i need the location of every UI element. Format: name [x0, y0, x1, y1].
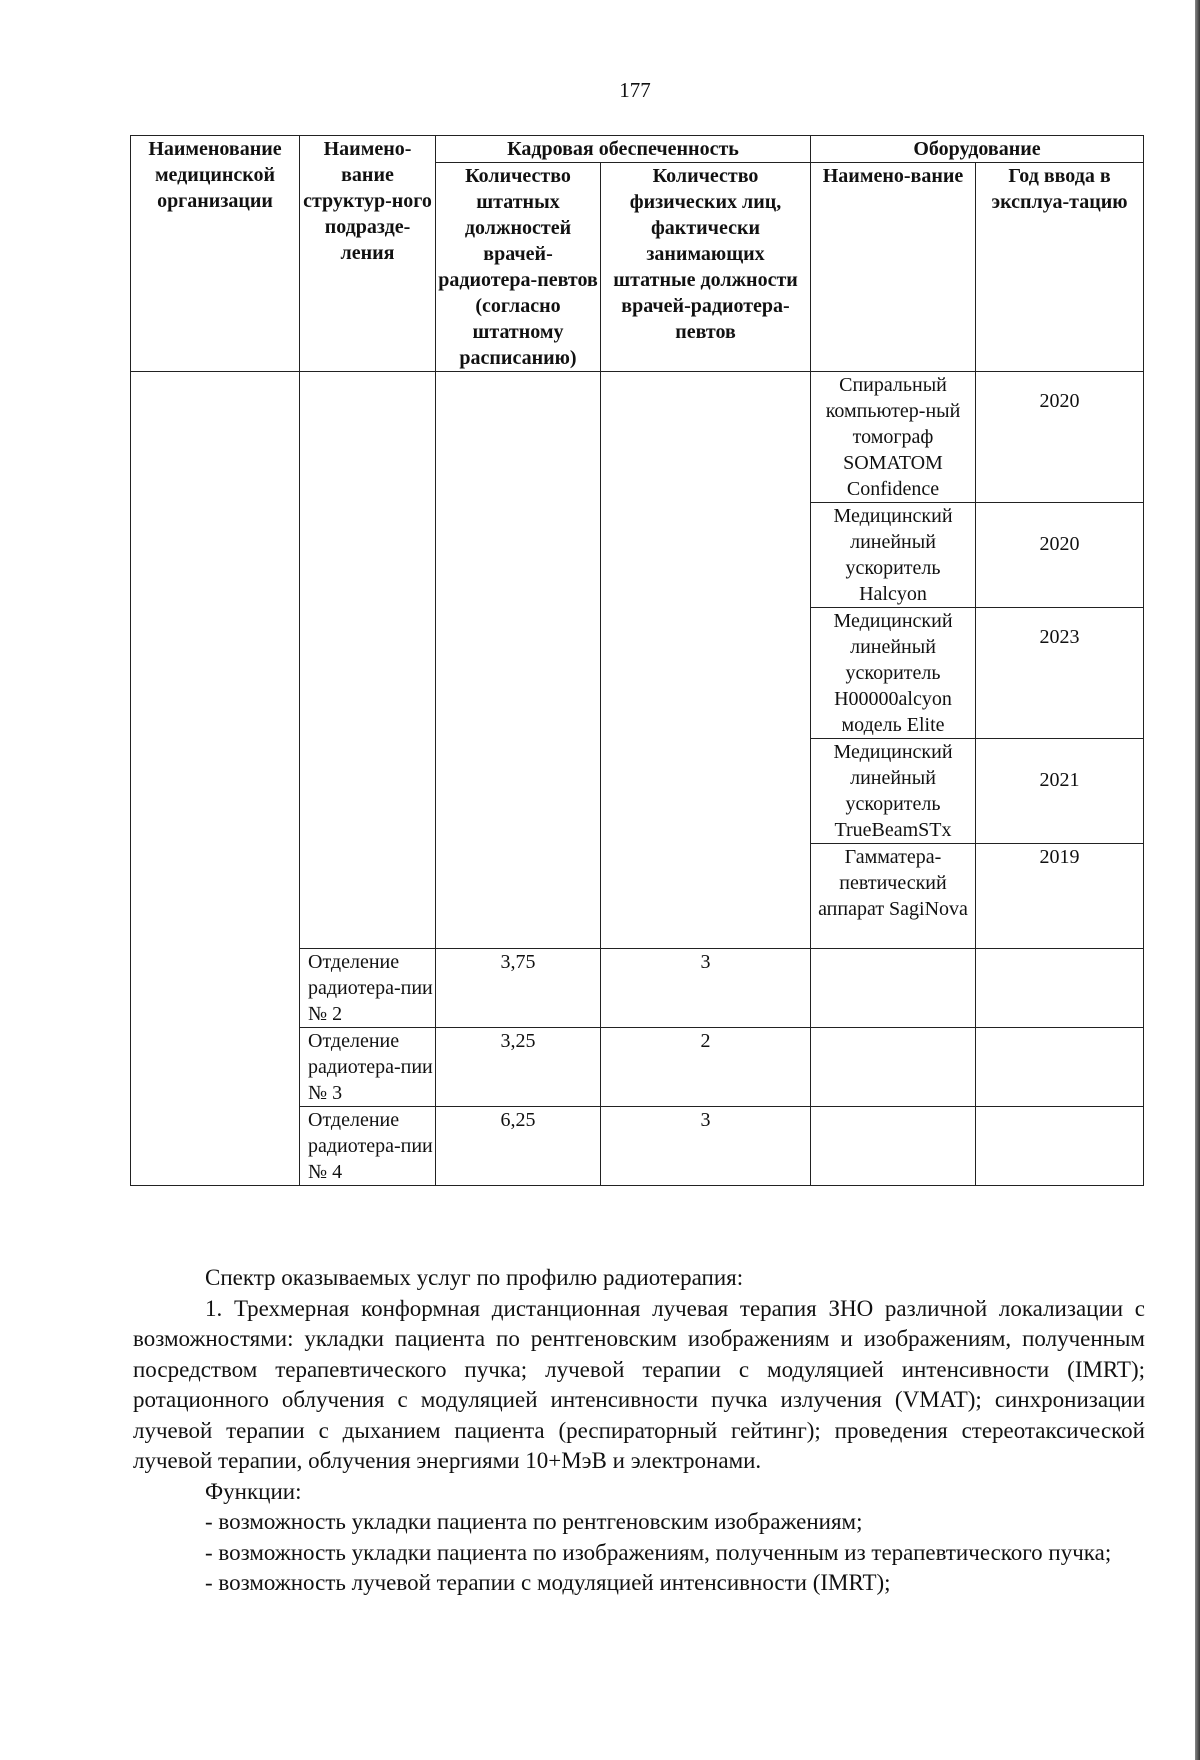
page-number: 177 [619, 78, 651, 102]
equipment-name-cell: Медицинский линейный ускоритель TrueBeamSTx [811, 739, 976, 844]
department-positions-cell: 3,75 [436, 949, 601, 1028]
equipment-year-cell: 2019 [976, 844, 1144, 949]
equipment-name-cell: Медицинский линейный ускоритель Halcyon [811, 503, 976, 608]
header-row-1 [131, 136, 1144, 163]
equipment-year-cell: 2021 [976, 739, 1144, 844]
department-persons-cell: 3 [601, 949, 811, 1028]
equipment-name-cell [811, 1028, 976, 1107]
services-item-1: 1. Трехмерная конформная дистанционная лучевая терапия ЗНО различной локализации с возможностями: укладки пациента по рентгеновским изображениям и изображениям, полученным посредством терапевтического пучка; лучевой терапии с модуляцией интенсивности (IMRT); ротационного облучения с модуляцией интенсивности пучка излучения (VMAT); синхронизации лучевой терапии с дыханием пациента (респираторный гейтинг); проведения стереотаксической лучевой терапии, облучения энергиями 10+МэВ и электронами. [133, 1295, 1145, 1473]
unit-name-cell [300, 372, 436, 949]
header-equipment-name: Наимено-вание [811, 163, 976, 372]
body-text [133, 1263, 1145, 1599]
department-positions-cell: 6,25 [436, 1107, 601, 1186]
function-item: - возможность лучевой терапии с модуляцией интенсивности (IMRT); [205, 1570, 891, 1595]
equipment-name-cell: Спиральный компьютер-ный томограф SOMATOM Confidence [811, 372, 976, 503]
equipment-name-cell [811, 1107, 976, 1186]
department-persons-cell: 2 [601, 1028, 811, 1107]
header-unit-name: Наимено-вание структур-ного подразде-ления [300, 136, 436, 372]
function-item: - возможность укладки пациента по изображениям, полученным из терапевтического пучка; [205, 1539, 1112, 1565]
department-persons-cell: 3 [601, 1107, 811, 1186]
department-name-cell: Отделение радиотера-пии № 4 [300, 1107, 436, 1186]
department-name-cell: Отделение радиотера-пии № 2 [300, 949, 436, 1028]
header-staff-positions: Количество штатных должностей врачей-радиотера-певтов (согласно штатному расписанию) [436, 163, 601, 372]
header-staffing: Кадровая обеспеченность [436, 136, 811, 163]
resources-table [130, 135, 1144, 1186]
header-staff-persons: Количество физических лиц, фактически занимающих штатные должности врачей-радиотера-певтов [601, 163, 811, 372]
staff-positions-cell [436, 372, 601, 949]
header-equipment: Оборудование [811, 136, 1144, 163]
equipment-year-cell: 2020 [976, 372, 1144, 503]
functions-title: Функции: [205, 1478, 302, 1504]
equipment-year-cell: 2020 [976, 503, 1144, 608]
equipment-year-cell [976, 949, 1144, 1028]
table-row [131, 372, 1144, 503]
equipment-year-cell [976, 1107, 1144, 1186]
equipment-year-cell [976, 1028, 1144, 1107]
org-name-cell [131, 372, 300, 1186]
services-intro: Спектр оказываемых услуг по профилю радиотерапия: [205, 1265, 744, 1290]
equipment-year-cell: 2023 [976, 608, 1144, 739]
header-org-name: Наименование медицинской организации [131, 136, 300, 372]
scan-edge [1195, 0, 1200, 1760]
header-equipment-year: Год ввода в эксплуа-тацию [976, 163, 1144, 372]
equipment-name-cell: Медицинский линейный ускоритель H00000alcyon модель Elite [811, 608, 976, 739]
department-name-cell: Отделение радиотера-пии № 3 [300, 1028, 436, 1107]
staff-persons-cell [601, 372, 811, 949]
department-positions-cell: 3,25 [436, 1028, 601, 1107]
function-item: - возможность укладки пациента по рентгеновским изображениям; [205, 1509, 863, 1534]
equipment-name-cell [811, 949, 976, 1028]
equipment-name-cell: Гамматера-певтический аппарат SagiNova [811, 844, 976, 949]
